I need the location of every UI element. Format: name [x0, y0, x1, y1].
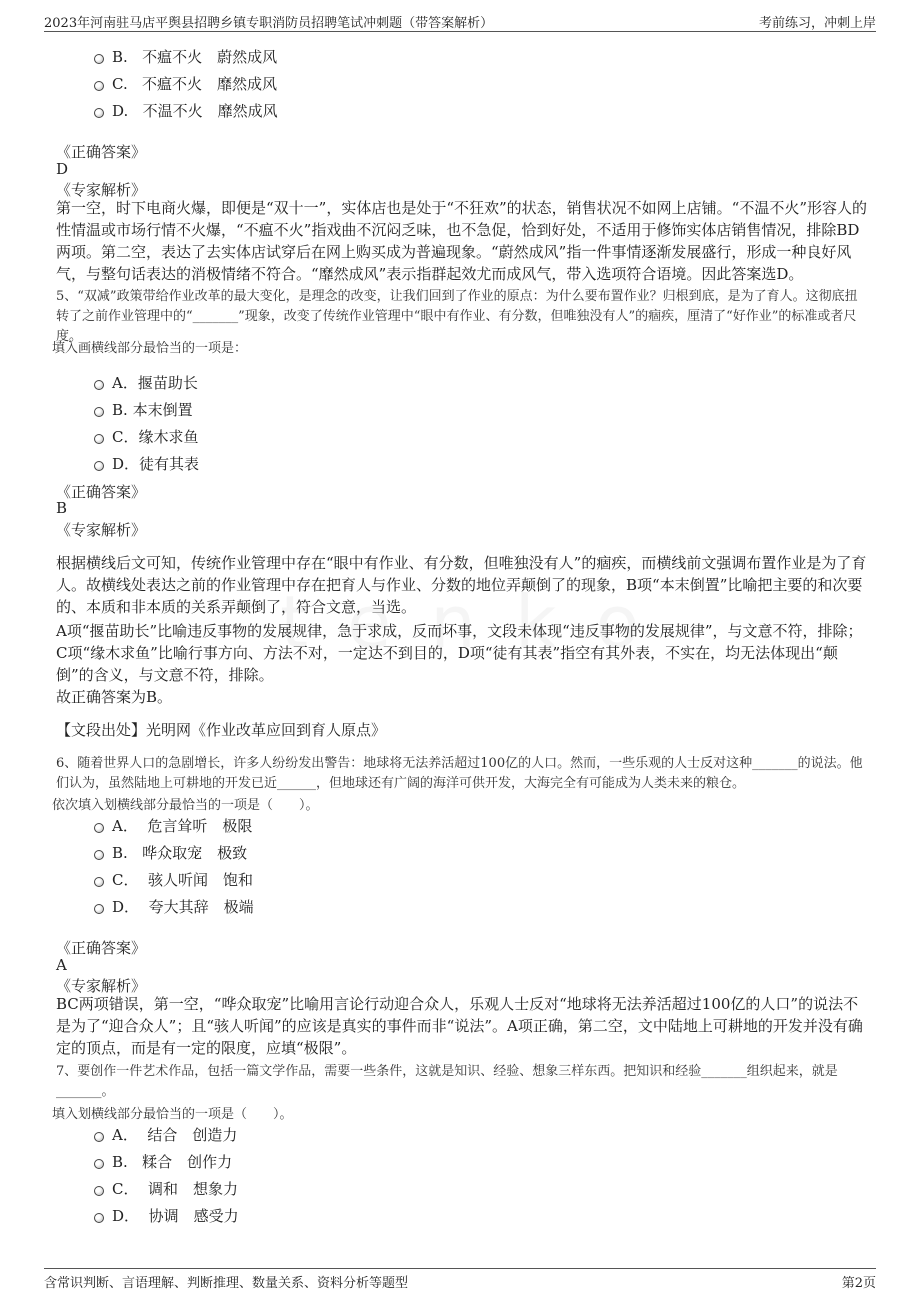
radio-icon[interactable]: [94, 1213, 104, 1223]
radio-icon[interactable]: [94, 54, 104, 64]
document-title: 2023年河南驻马店平舆县招聘乡镇专职消防员招聘笔试冲刺题（带答案解析）: [44, 16, 494, 31]
q5-analysis-p3: 故正确答案为B。: [56, 688, 173, 706]
q4-option-d[interactable]: D. 不温不火 靡然成风: [94, 100, 278, 121]
header-slogan: 考前练习，冲刺上岸: [758, 16, 876, 31]
q5-analysis-p2: A项“揠苗助长”比喻违反事物的发展规律，急于求成，反而坏事，文段未体现“违反事物的发展规律”，与文意不符，排除；C项“缘木求鱼”比喻行事方向、方法不对，一定达不到目的，D项“徒有其表”指空有其外表，不实在，均无法体现出“颠倒”的含义，与文意不符，排除。: [56, 622, 863, 684]
q7-option-c[interactable]: C． 调和 想象力: [94, 1178, 238, 1199]
q5-answer-label: 《正确答案》: [56, 483, 147, 501]
radio-icon[interactable]: [94, 461, 104, 471]
q7-instruction: 填入划横线部分最恰当的一项是（ ）。: [52, 1107, 293, 1122]
page-number: 第2页: [841, 1276, 876, 1291]
q4-analysis: 第一空，时下电商火爆，即便是“双十一”，实体店也是处于“不狂欢”的状态，销售状况不如网上店铺。“不温不火”形容人的性情温或市场行情不火爆，“不瘟不火”指戏曲不沉闷乏味，也不急促，恰到好处，不适用于修饰实体店销售情况，排除BD两项。第二空，表达了去实体店试穿后在网上购买成为普遍现象。“蔚然成风”指一件事情逐渐发展盛行，形成一种良好风气，与整句话表达的消极情绪不符合。“靡然成风”表示指群起效尤而成风气，带入选项符合语境。因此答案选D。: [56, 199, 868, 283]
radio-icon[interactable]: [94, 108, 104, 118]
q5-answer: B: [56, 499, 68, 517]
q4-answer: D: [56, 160, 69, 178]
q6-analysis: BC两项错误，第一空，“哗众取宠”比喻用言论行动迎合众人，乐观人士反对“地球将无法养活超过100亿的人口”的说法不是为了“迎合众人”；且“骇人听闻”的应该是真实的事件而非“说法”。A项正确，第二空，文中陆地上可耕地的开发并没有确定的顶点，而是有一定的限度，应填“极限”。: [56, 995, 863, 1057]
q6-option-b[interactable]: B. 哗众取宠 极致: [94, 842, 247, 863]
q5-option-c[interactable]: C． 缘木求鱼: [94, 426, 199, 447]
radio-icon[interactable]: [94, 877, 104, 887]
radio-icon[interactable]: [94, 1159, 104, 1169]
radio-icon[interactable]: [94, 904, 104, 914]
q7-option-d[interactable]: D． 协调 感受力: [94, 1205, 239, 1226]
q6-answer: A: [56, 956, 67, 974]
radio-icon[interactable]: [94, 380, 104, 390]
radio-icon[interactable]: [94, 850, 104, 860]
q4-option-b[interactable]: B. 不瘟不火 蔚然成风: [94, 46, 277, 67]
radio-icon[interactable]: [94, 434, 104, 444]
q7-option-a[interactable]: A． 结合 创造力: [94, 1124, 237, 1145]
page-header: [0, 0, 920, 30]
q5-analysis-p1: 根据横线后文可知，传统作业管理中存在“眼中有作业、有分数，但唯独没有人”的痼疾，而横线前文强调布置作业是为了育人。故横线处表达之前的作业管理中存在把育人与作业、分数的地位弄颠倒了的现象，B项“本末倒置”比喻把主要的和次要的、本质和非本质的关系弄颠倒了，符合文意，当选。: [56, 554, 867, 616]
q6-option-d[interactable]: D． 夸大其辞 极端: [94, 896, 254, 917]
q6-option-a[interactable]: A． 危言耸听 极限: [94, 815, 252, 836]
q5-analysis-label: 《专家解析》: [56, 521, 147, 539]
q5-source: 【文段出处】光明网《作业改革应回到育人原点》: [56, 721, 387, 739]
q6-stem: 6、随着世界人口的急剧增长，许多人纷纷发出警告：地球将无法养活超过100亿的人口。然而，一些乐观的人士反对这种_______的说法。他们认为，虽然陆地上可耕地的开发已近______，但地球还有广阔的海洋可供开发，大海完全有可能成为人类未来的粮仓。: [56, 756, 863, 791]
q6-analysis-label: 《专家解析》: [56, 977, 147, 995]
radio-icon[interactable]: [94, 407, 104, 417]
q5-instruction: 填入画横线部分最恰当的一项是：: [52, 341, 248, 356]
radio-icon[interactable]: [94, 1132, 104, 1142]
q6-option-c[interactable]: C． 骇人听闻 饱和: [94, 869, 253, 890]
q5-stem: 5、“双减”政策带给作业改革的最大变化，是理念的改变，让我们回到了作业的原点：为什么要布置作业？归根到底，是为了育人。这彻底扭转了之前作业管理中的“_______”现象，改变了传统作业管理中“眼中有作业、有分数，但唯独没有人”的痼疾，厘清了“好作业”的标准或者尺度。: [56, 289, 858, 344]
footer-categories: 含常识判断、言语理解、判断推理、数量关系、资料分析等题型: [44, 1276, 409, 1291]
header-divider: [44, 31, 876, 32]
q4-analysis-label: 《专家解析》: [56, 181, 147, 199]
radio-icon[interactable]: [94, 823, 104, 833]
radio-icon[interactable]: [94, 81, 104, 91]
q4-option-c[interactable]: C. 不瘟不火 靡然成风: [94, 73, 277, 94]
q7-option-b[interactable]: B. 糅合 创作力: [94, 1151, 232, 1172]
footer-divider: [44, 1268, 876, 1269]
q5-option-d[interactable]: D． 徒有其表: [94, 453, 199, 474]
q5-option-b[interactable]: B. 本末倒置: [94, 399, 193, 420]
q6-instruction: 依次填入划横线部分最恰当的一项是（ ）。: [52, 798, 319, 813]
q6-answer-label: 《正确答案》: [56, 939, 147, 957]
q4-answer-label: 《正确答案》: [56, 143, 147, 161]
q5-option-a[interactable]: A． 揠苗助长: [94, 372, 198, 393]
q7-stem: 7、要创作一件艺术作品，包括一篇文学作品，需要一些条件，这就是知识、经验、想象三样东西。把知识和经验_______组织起来，就是_______。: [56, 1064, 838, 1099]
radio-icon[interactable]: [94, 1186, 104, 1196]
